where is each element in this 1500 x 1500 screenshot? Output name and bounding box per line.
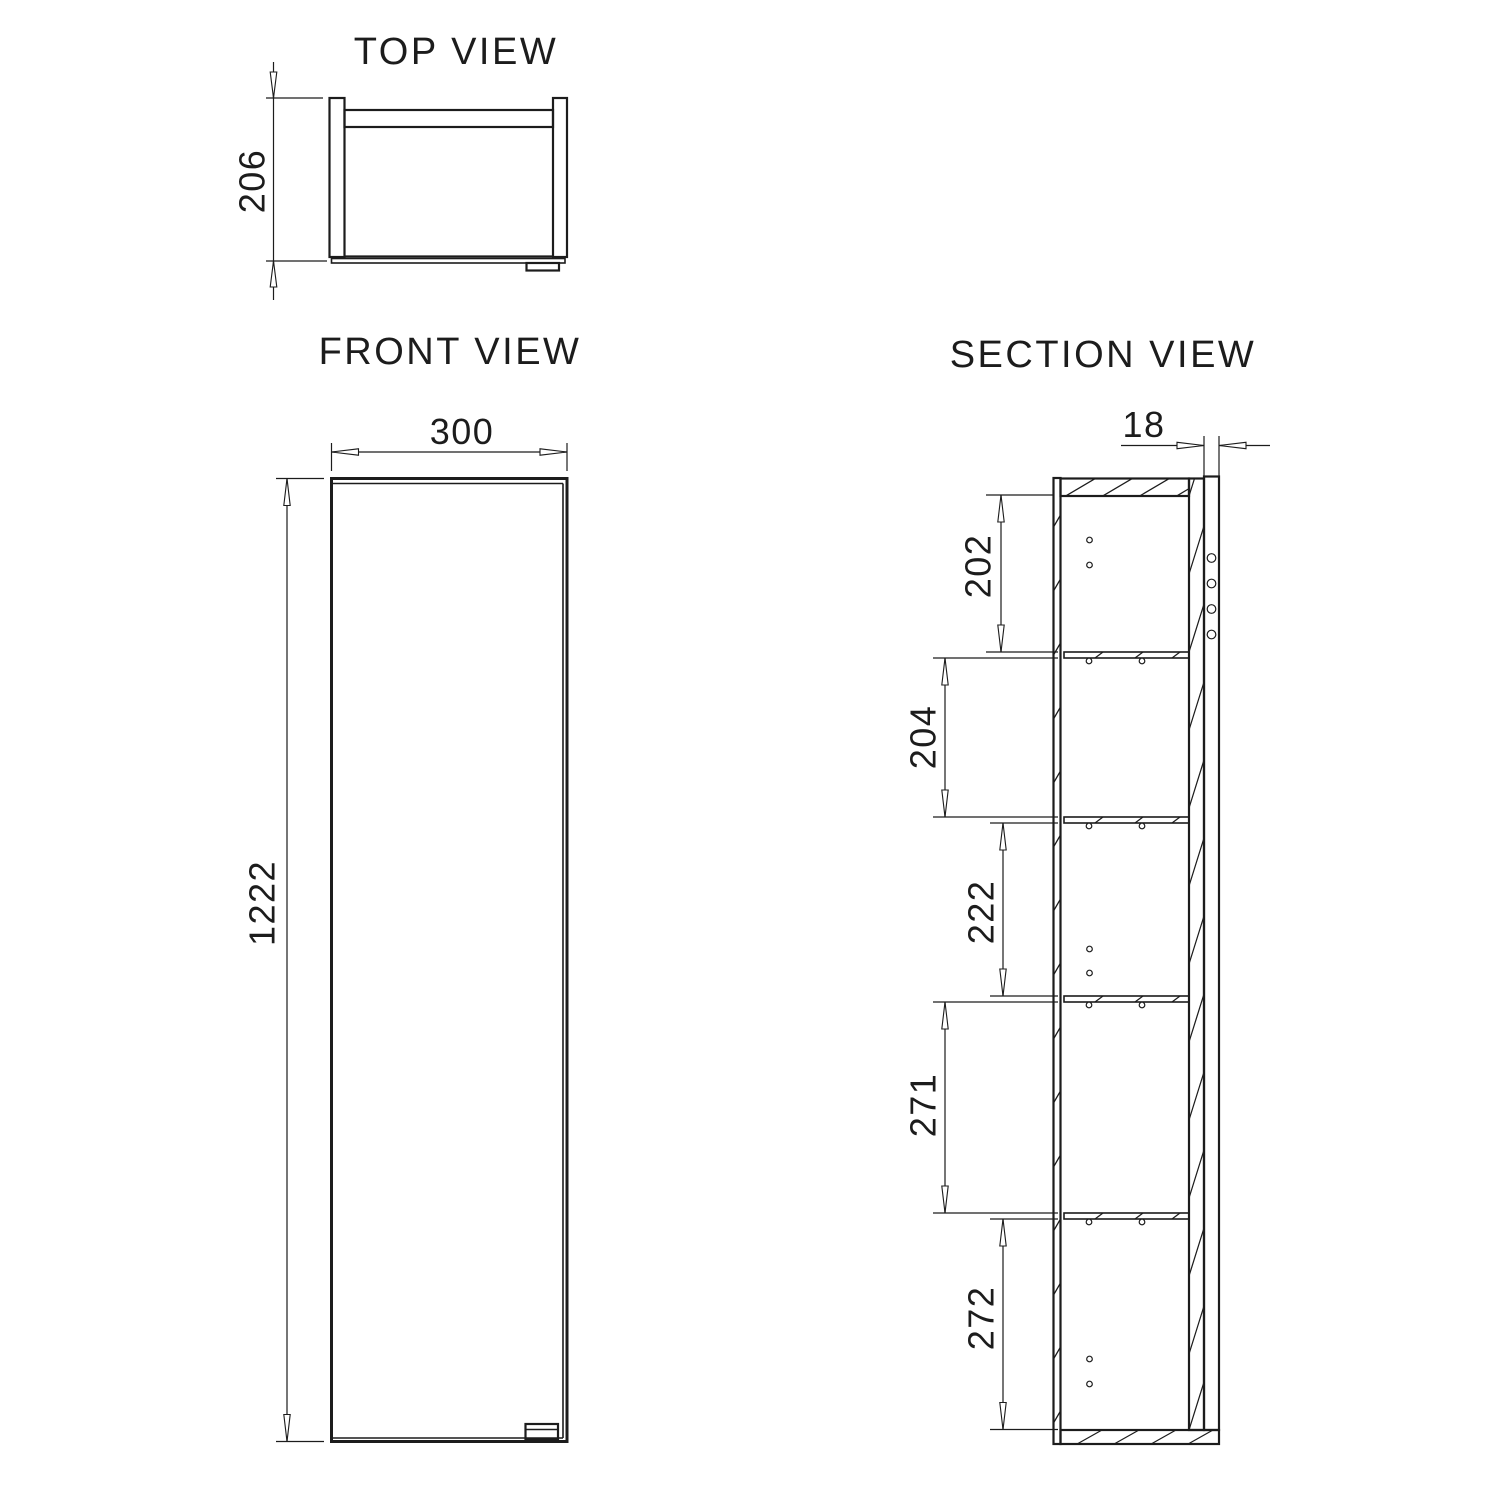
dim-1222-arrow-top [284,479,290,506]
front-view-title: FRONT VIEW [318,331,582,373]
shelf-4 [1064,1213,1189,1219]
dim-compartment-222 [961,823,1059,996]
dim-height-1222 [242,479,325,1442]
dim-1222-label: 1222 [241,859,283,947]
dim-271-arrow-top [942,1002,948,1029]
pin-hole [1087,946,1093,952]
section-view [903,334,1271,1444]
dim-204-label: 204 [902,704,944,770]
section-top-panel-hatch [1066,479,1189,496]
front-view-carcass [332,479,568,1442]
dim-204-arrow-bottom [942,790,948,817]
rail-mounting-hole [1207,554,1216,563]
dim-206-arrow-bottom [270,261,277,287]
section-back-panel [1189,479,1204,1431]
shelf-hatch [1095,652,1180,1219]
pin-hole [1087,562,1093,568]
dim-206-arrow-top [270,72,277,98]
front-view-handle-outline [526,1424,559,1440]
shelf-dowel-holes [1086,658,1145,1225]
dim-18-label: 18 [1122,404,1166,445]
rail-mounting-holes [1207,554,1216,639]
shelf-1 [1064,652,1189,658]
shelf-2 [1064,817,1189,823]
section-bottom-panel [1061,1430,1220,1444]
dim-202-arrow-bottom [998,625,1004,652]
dim-300-label: 300 [429,411,495,452]
dim-272-arrow-bottom [1000,1403,1006,1430]
dim-222-arrow-top [1000,823,1006,850]
dowel-hole [1086,658,1092,664]
dowel-hole [1086,1002,1092,1008]
dim-300-arrow-left [332,449,359,455]
section-back-panel-hatch [1189,479,1204,1431]
front-view-door-handle [526,1424,559,1440]
top-view [232,31,568,300]
dim-compartment-202 [958,495,1059,652]
shelf-3 [1064,996,1189,1002]
dim-202-label: 202 [957,533,999,599]
top-view-title: TOP VIEW [353,31,559,73]
section-view-title: SECTION VIEW [949,334,1257,376]
dim-271-arrow-bottom [942,1186,948,1213]
dim-271-label: 271 [902,1072,944,1138]
dowel-hole [1139,1219,1145,1225]
top-view-right-side-panel [553,98,567,257]
rail-mounting-hole [1207,630,1216,639]
shelf-pin-holes [1087,537,1093,1387]
pin-hole [1087,1381,1093,1387]
dim-222-arrow-bottom [1000,969,1006,996]
dim-272-label: 272 [960,1285,1002,1351]
dim-204-arrow-top [942,658,948,685]
dim-300-arrow-right [540,449,567,455]
section-shelves [1064,652,1189,1225]
dim-206-label: 206 [231,148,273,214]
dim-back-thickness-18 [1121,404,1270,477]
dim-18-arrow-right [1219,442,1246,448]
dim-compartment-204 [903,658,1059,817]
dim-1222-arrow-bottom [284,1415,290,1442]
top-view-left-side-panel [330,98,345,257]
top-view-back-rail [345,110,554,127]
rail-mounting-hole [1207,579,1216,588]
front-view [242,331,582,1442]
dowel-hole [1086,823,1092,829]
dowel-hole [1139,658,1145,664]
pin-hole [1087,1356,1093,1362]
dim-18-arrow-left [1177,442,1204,448]
rail-mounting-hole [1207,605,1216,614]
section-bottom-panel-hatch [1078,1430,1213,1444]
dim-width-300 [332,411,568,471]
dim-compartment-272 [961,1219,1059,1430]
pin-hole [1087,970,1093,976]
section-hanging-rail [1204,477,1219,1431]
dowel-hole [1139,823,1145,829]
dim-272-arrow-top [1000,1219,1006,1246]
dowel-hole [1086,1219,1092,1225]
dim-202-arrow-top [998,495,1004,522]
dim-compartment-271 [903,1002,1059,1213]
top-view-door-handle [527,263,560,271]
dim-222-label: 222 [960,879,1002,945]
dowel-hole [1139,1002,1145,1008]
pin-hole [1087,537,1093,543]
section-door [1054,478,1061,1444]
dim-depth-206 [232,62,328,300]
